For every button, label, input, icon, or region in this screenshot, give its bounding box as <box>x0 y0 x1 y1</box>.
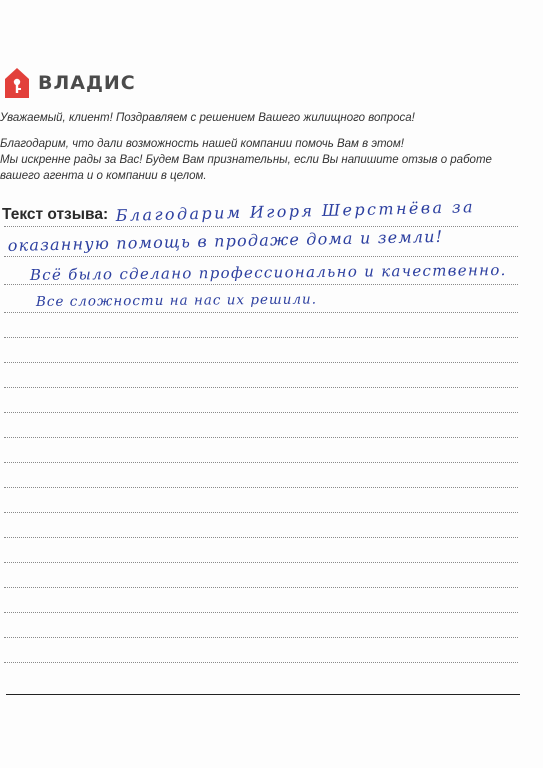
writing-line <box>4 284 518 285</box>
writing-line <box>4 612 518 613</box>
handwritten-line: оказанную помощь в продаже дома и земли! <box>7 226 444 255</box>
writing-line <box>4 462 518 463</box>
ruled-lines <box>4 0 518 768</box>
writing-line <box>4 512 518 513</box>
review-text-label: Текст отзыва: <box>2 206 109 223</box>
handwritten-line: Все сложности на нас их решили. <box>35 291 318 310</box>
writing-line <box>4 337 518 338</box>
writing-line <box>4 256 518 257</box>
intro-line: вашего агента и о компании в целом. <box>0 170 207 182</box>
handwritten-line: Всё было сделано профессионально и качественно. <box>29 261 507 284</box>
writing-line <box>4 662 518 663</box>
writing-line <box>4 562 518 563</box>
intro-line: Благодарим, что дали возможность нашей компании помочь Вам в этом! <box>0 138 404 150</box>
writing-line <box>4 387 518 388</box>
intro-line: Мы искренне рады за Вас! Будем Вам признательны, если Вы напишите отзыв о работе <box>0 154 492 166</box>
writing-line <box>4 537 518 538</box>
handwritten-line: Благодарим Игоря Шерстнёва за <box>115 197 476 225</box>
bottom-rule <box>6 694 520 695</box>
brand-name: ВЛАДИС <box>38 72 136 94</box>
writing-line <box>4 312 518 313</box>
writing-line <box>4 362 518 363</box>
writing-line <box>4 412 518 413</box>
writing-line <box>4 587 518 588</box>
greeting-text: Уважаемый, клиент! Поздравляем с решением Вашего жилищного вопроса! <box>0 112 415 124</box>
writing-line <box>4 487 518 488</box>
writing-line <box>4 637 518 638</box>
writing-line <box>4 437 518 438</box>
